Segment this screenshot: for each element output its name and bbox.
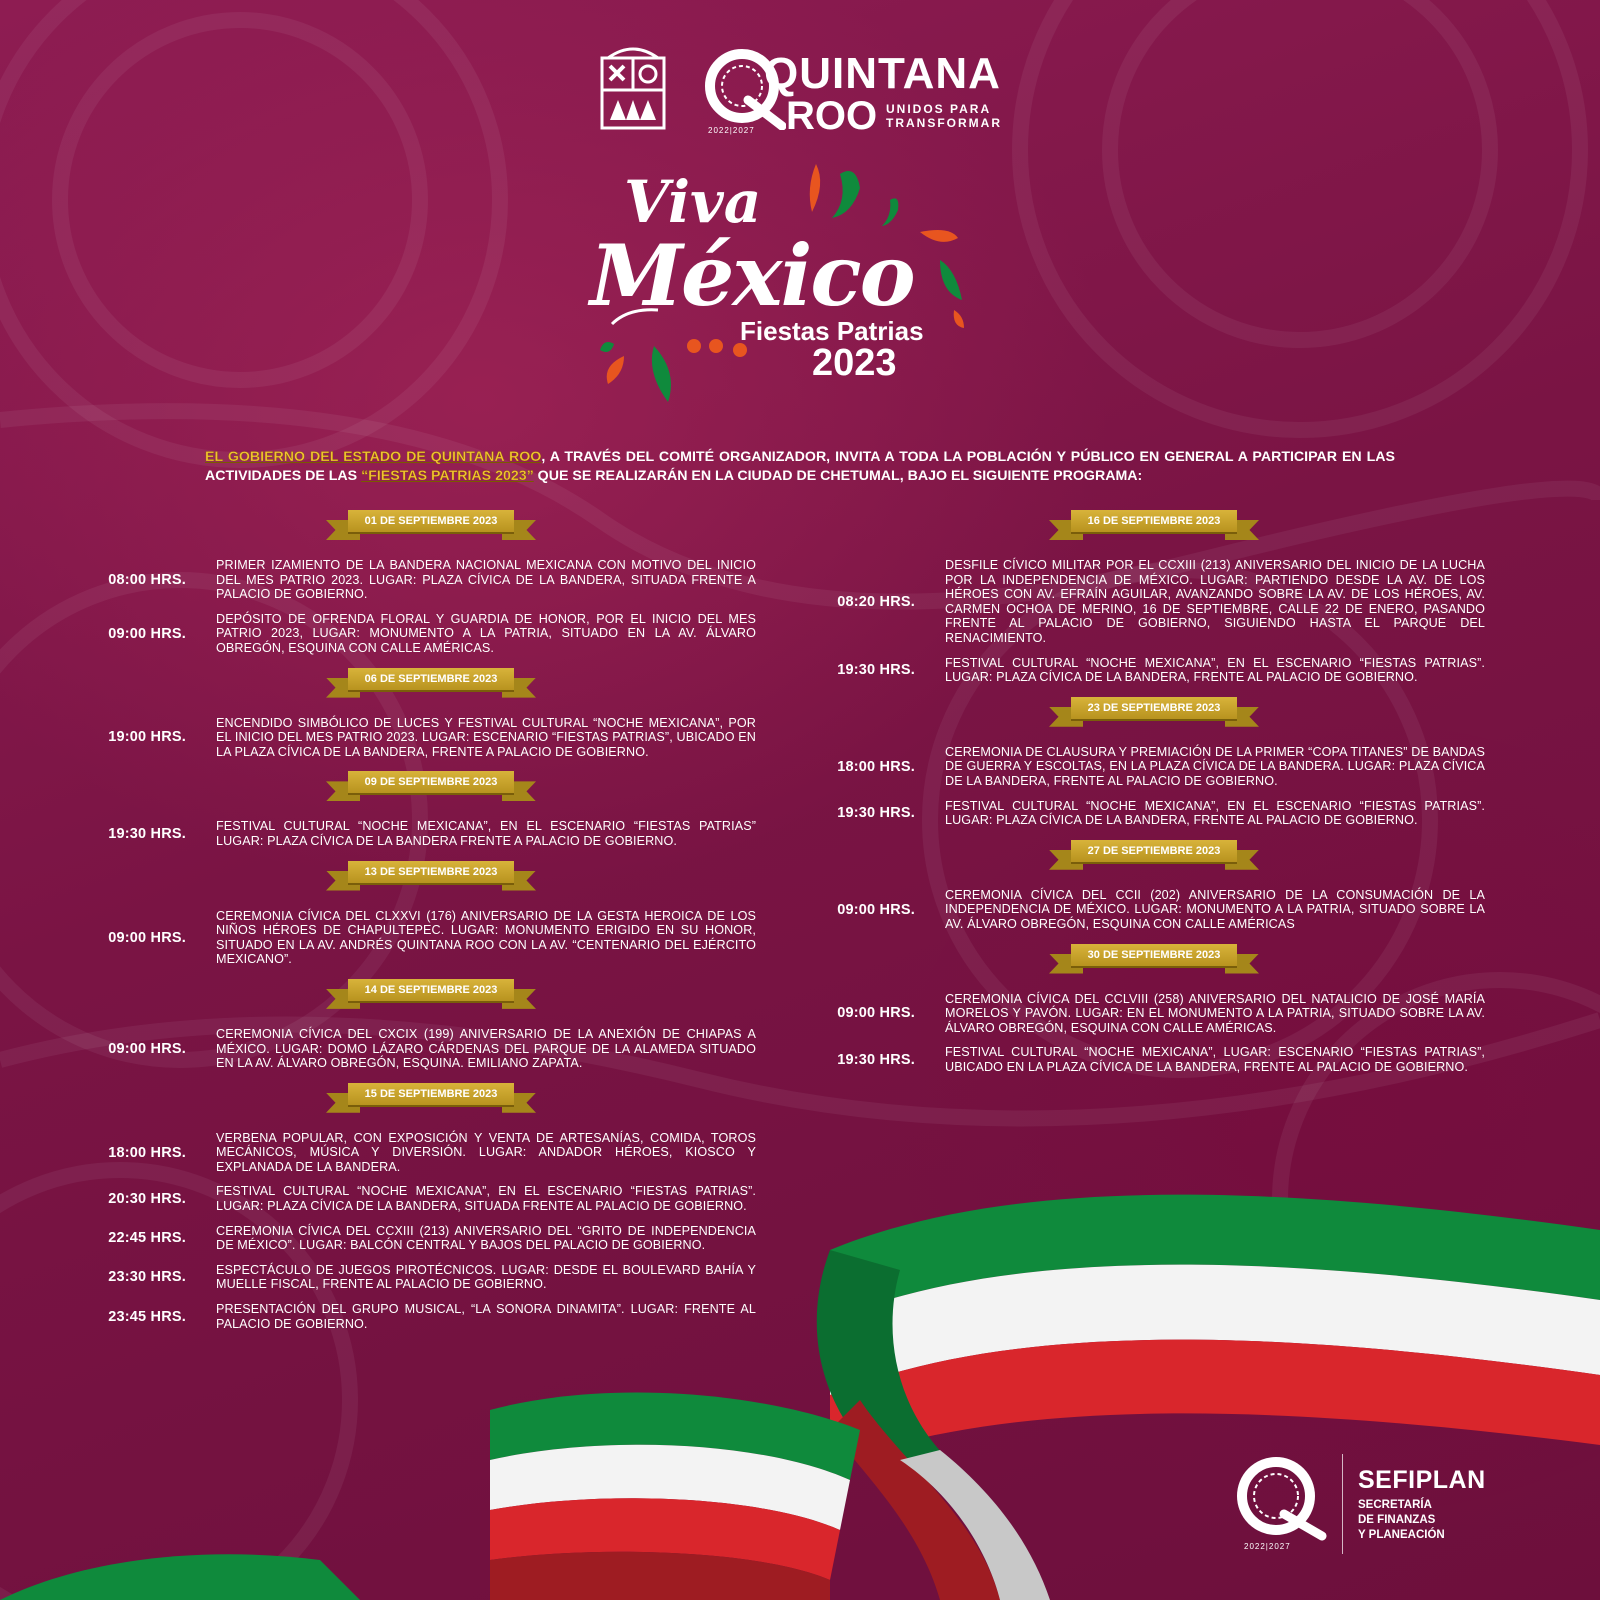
schedule-right-column [825,508,1495,1084]
event-description: PRIMER IZAMIENTO DE LA BANDERA NACIONAL MEXICANA CON MOTIVO DEL INICIO DEL MES PATRIO 2023. LUGAR: PLAZA CÍVICA DE LA BANDERA, SITUADA FRENTE A PALACIO DE GOBIERNO. [216,558,756,602]
footer-sub-line-2: DE FINANZAS [1358,1514,1436,1526]
event-row [96,1224,766,1253]
schedule-day [96,859,766,967]
event-time: 22:45 HRS. [108,1230,186,1247]
date-banner-label: 14 DE SEPTIEMBRE 2023 [348,979,514,1001]
footer-divider [1342,1454,1343,1554]
date-banner [326,859,536,893]
event-time: 09:00 HRS. [837,901,915,918]
logo-gov-years: 2022|2027 [708,126,755,135]
event-row [96,1302,766,1331]
date-banner-label: 15 DE SEPTIEMBRE 2023 [348,1083,514,1105]
event-description: CEREMONIA CÍVICA DEL CCLVIII (258) ANIVERSARIO DEL NATALICIO DE JOSÉ MARÍA MORELOS Y PAVÓN. LUGAR: EN EL MONUMENTO A LA PATRIA, SITUADO SOBRE LA AV. ÁLVARO OBREGÓN, ESQUINA CON CALLE AMÉRICAS. [945,991,1485,1035]
title-viva: Viva [624,168,762,236]
intro-text-2: QUE SE REALIZARÁN EN LA CIUDAD DE CHETUMAL, BAJO EL SIGUIENTE PROGRAMA: [533,468,1143,484]
schedule-day [96,977,766,1071]
intro-text-1: , A TRAVÉS DEL COMITÉ ORGANIZADOR, INVITA A TODA LA POBLACIÓN Y PÚBLICO EN GENERAL A PARTICIPAR EN LAS ACTIVIDADES DE LAS [205,449,1395,484]
event-time: 23:30 HRS. [108,1269,186,1286]
event-time: 09:00 HRS. [837,1005,915,1022]
event-description: FESTIVAL CULTURAL “NOCHE MEXICANA”, EN EL ESCENARIO “FIESTAS PATRIAS”. LUGAR: PLAZA CÍVICA DE LA BANDERA, FRENTE AL PALACIO DE GOBIERNO. [945,798,1485,828]
event-row [96,612,766,656]
logo-word-roo: ROO [786,94,878,138]
schedule-day [825,695,1495,828]
title-fiestas-patrias: Fiestas Patrias [740,316,924,346]
event-row [825,745,1495,789]
sefiplan-logo [1230,1454,1530,1554]
event-description: CEREMONIA CÍVICA DEL CCXIII (213) ANIVERSARIO DEL “GRITO DE INDEPENDENCIA DE MÉXICO”. LUGAR: BALCÓN CENTRAL Y BAJOS DEL PALACIO DE GOBIERNO. [216,1223,756,1253]
schedule-day [825,838,1495,932]
date-banner [326,977,536,1011]
event-time: 19:30 HRS. [837,1051,915,1068]
event-row [96,1027,766,1071]
footer-sub-line-1: SECRETARÍA [1358,1499,1432,1511]
event-description: FESTIVAL CULTURAL “NOCHE MEXICANA”, EN EL ESCENARIO “FIESTAS PATRIAS”. LUGAR: PLAZA CÍVICA DE LA BANDERA, SITUADA FRENTE AL PALACIO DE GOBIERNO. [216,1184,756,1214]
title-mexico: México [590,226,914,325]
footer-agency-name: SEFIPLAN [1358,1466,1486,1494]
event-row [96,909,766,967]
date-banner-label: 23 DE SEPTIEMBRE 2023 [1071,697,1237,719]
event-row [96,1263,766,1292]
schedule-day [96,666,766,760]
date-banner [1049,942,1259,976]
schedule-left-column [96,508,766,1341]
event-time: 18:00 HRS. [108,1144,186,1161]
date-banner-label: 13 DE SEPTIEMBRE 2023 [348,861,514,883]
event-row [825,799,1495,828]
logo-word-quintana: QUINTANA [764,49,1001,98]
event-time: 18:00 HRS. [837,758,915,775]
footer-agency-subtitle [1358,1498,1445,1543]
event-row [825,558,1495,646]
event-description: ENCENDIDO SIMBÓLICO DE LUCES Y FESTIVAL CULTURAL “NOCHE MEXICANA”, POR EL INICIO DEL MES PATRIO 2023. LUGAR: ESCENARIO “FIESTAS PATRIAS”, UBICADO EN LA PLAZA CÍVICA DE LA BANDERA, FRENTE A PALACIO DE GOBIERNO. [216,715,756,759]
event-time: 19:30 HRS. [837,662,915,679]
quintana-roo-logo [702,40,1002,140]
event-time: 19:30 HRS. [108,825,186,842]
event-row [825,1045,1495,1074]
event-time: 08:00 HRS. [108,571,186,588]
date-banner-label: 01 DE SEPTIEMBRE 2023 [348,510,514,532]
event-description: CEREMONIA CÍVICA DEL CCII (202) ANIVERSARIO DE LA CONSUMACIÓN DE LA INDEPENDENCIA DE MÉXICO. LUGAR: MONUMENTO A LA PATRIA, SITUADO SOBRE LA AV. ÁLVARO OBREGÓN, ESQUINA CON CALLE AMÉRICAS [945,887,1485,931]
state-seal-icon [598,44,668,136]
event-description: DEPÓSITO DE OFRENDA FLORAL Y GUARDIA DE HONOR, POR EL INICIO DEL MES PATRIO 2023, LUGAR: MONUMENTO A LA PATRIA, SITUADO EN LA AV. ÁLVARO OBREGÓN, ESQUINA CON CALLE AMÉRICAS. [216,611,756,655]
event-description: PRESENTACIÓN DEL GRUPO MUSICAL, “LA SONORA DINAMITA”. LUGAR: FRENTE AL PALACIO DE GOBIERNO. [216,1302,756,1331]
title-lockup [590,160,1010,410]
event-row [96,819,766,848]
event-description: ESPECTÁCULO DE JUEGOS PIROTÉCNICOS. LUGAR: DESDE EL BOULEVARD BAHÍA Y MUELLE FISCAL, FRENTE AL PALACIO DE GOBIERNO. [216,1262,756,1292]
date-banner [1049,695,1259,729]
event-description: CEREMONIA DE CLAUSURA Y PREMIACIÓN DE LA PRIMER “COPA TITANES” DE BANDAS DE GUERRA Y ESCOLTAS, EN LA PLAZA CÍVICA DE LA BANDERA. LUGAR: PLAZA CÍVICA DE LA BANDERA, FRENTE AL PALACIO DE GOBIERNO. [945,744,1485,788]
event-time: 19:00 HRS. [108,729,186,746]
date-banner [326,769,536,803]
event-row [825,888,1495,932]
event-description: FESTIVAL CULTURAL “NOCHE MEXICANA”, EN EL ESCENARIO “FIESTAS PATRIAS” LUGAR: PLAZA CÍVICA DE LA BANDERA FRENTE A PALACIO DE GOBIERNO. [216,819,756,848]
event-row [96,1184,766,1213]
schedule-day [825,942,1495,1075]
event-row [96,558,766,602]
footer-sub-line-3: Y PLANEACIÓN [1358,1529,1445,1541]
event-description: FESTIVAL CULTURAL “NOCHE MEXICANA”, LUGAR: ESCENARIO “FIESTAS PATRIAS”, UBICADO EN LA PLAZA CÍVICA DE LA BANDERA, FRENTE AL PALACIO DE GOBIERNO. [945,1045,1485,1074]
title-year: 2023 [812,342,897,384]
schedule-day [96,508,766,656]
event-time: 19:30 HRS. [837,805,915,822]
date-banner-label: 06 DE SEPTIEMBRE 2023 [348,668,514,690]
event-row [96,716,766,760]
intro-highlight-fiestas: “FIESTAS PATRIAS 2023” [361,468,534,484]
event-description: FESTIVAL CULTURAL “NOCHE MEXICANA”, EN EL ESCENARIO “FIESTAS PATRIAS”. LUGAR: PLAZA CÍVICA DE LA BANDERA, FRENTE AL PALACIO DE GOBIERNO. [945,655,1485,685]
date-banner [1049,838,1259,872]
header-logos [598,40,1002,140]
event-description: CEREMONIA CÍVICA DEL CLXXVI (176) ANIVERSARIO DE LA GESTA HEROICA DE LOS NIÑOS HÉROES DE CHAPULTEPEC. LUGAR: MONUMENTO ERIGIDO EN SU HONOR, SITUADO EN LA AV. ANDRÉS QUINTANA ROO CON LA AV. “CENTENARIO DEL EJÉRCITO MEXICANO”. [216,908,756,967]
event-time: 20:30 HRS. [108,1191,186,1208]
event-time: 23:45 HRS. [108,1308,186,1325]
event-description: VERBENA POPULAR, CON EXPOSICIÓN Y VENTA DE ARTESANÍAS, COMIDA, TOROS MECÁNICOS, MÚSICA Y DIVERSIÓN. LUGAR: ANDADOR HÉROES, KIOSCO Y EXPLANADA DE LA BANDERA. [216,1130,756,1174]
event-time: 09:00 HRS. [108,1040,186,1057]
intro-paragraph [205,448,1395,486]
intro-highlight-government: EL GOBIERNO DEL ESTADO DE QUINTANA ROO [205,449,542,465]
event-time: 09:00 HRS. [108,625,186,642]
event-time: 08:20 HRS. [837,593,915,610]
date-banner-label: 30 DE SEPTIEMBRE 2023 [1071,944,1237,966]
event-row [96,1131,766,1175]
event-description: DESFILE CÍVICO MILITAR POR EL CCXIII (213) ANIVERSARIO DEL INICIO DE LA LUCHA POR LA INDEPENDENCIA DE MÉXICO. LUGAR: PARTIENDO DESDE LA AV. DE LOS HÉROES CON AV. EFRAÍN AGUILAR, AVANZANDO SOBRE LA AV. DE LOS HÉROES, AV. CARMEN OCHOA DE MERINO, 16 DE SEPTIEMBRE, CALLE 22 DE ENERO, PASANDO FRENTE AL PALACIO DE GOBIERNO, SIGUIENDO HASTA EL PARQUE DEL RENACIMIENTO. [945,558,1485,645]
date-banner [326,666,536,700]
date-banner [326,508,536,542]
date-banner-label: 16 DE SEPTIEMBRE 2023 [1071,510,1237,532]
event-description: CEREMONIA CÍVICA DEL CXCIX (199) ANIVERSARIO DE LA ANEXIÓN DE CHIAPAS A MÉXICO. LUGAR: DOMO LÁZARO CÁRDENAS DEL PARQUE DE LA ALAMEDA SITUADO EN LA AV. ÁLVARO OBREGÓN, ESQUINA. EMILIANO ZAPATA. [216,1026,756,1071]
date-banner [1049,508,1259,542]
event-row [825,656,1495,685]
schedule-day [96,769,766,848]
schedule-day [96,1081,766,1332]
date-banner-label: 27 DE SEPTIEMBRE 2023 [1071,840,1237,862]
date-banner-label: 09 DE SEPTIEMBRE 2023 [348,771,514,793]
schedule-day [825,508,1495,685]
date-banner [326,1081,536,1115]
quintana-roo-q-emblem-icon [1230,1454,1330,1554]
event-time: 09:00 HRS. [108,929,186,946]
event-row [825,992,1495,1036]
logo-tagline: UNIDOS PARA TRANSFORMAR [886,102,1002,130]
footer-gov-years: 2022|2027 [1244,1542,1291,1551]
